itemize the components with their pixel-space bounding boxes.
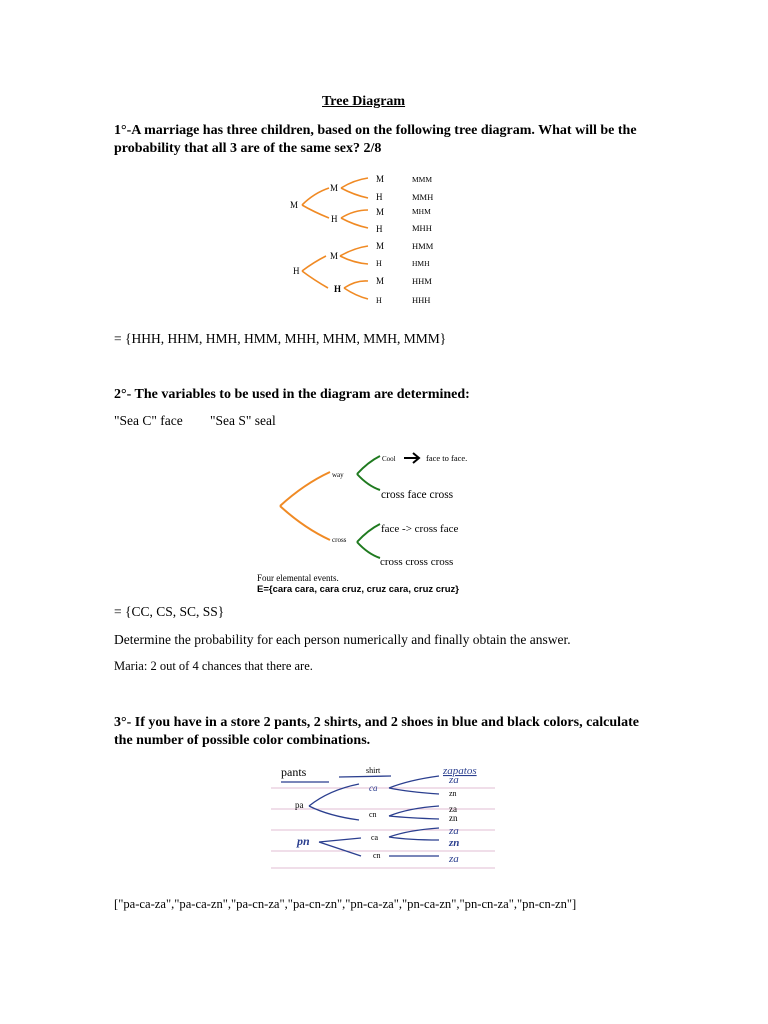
node-l3: H <box>376 224 383 234</box>
node-za: za <box>449 774 459 786</box>
branch <box>341 178 368 188</box>
sample-space-1: = {HHH, HHM, HMH, HMM, MHH, MHM, MMH, MMM} <box>114 331 447 346</box>
branch <box>341 210 368 218</box>
header-pants: pants <box>281 765 307 779</box>
instruction-line: Determine the probability for each person numerically and finally obtain the answer. <box>114 632 571 647</box>
node-l3: M <box>376 207 385 217</box>
node-ca: ca <box>369 783 378 793</box>
branch <box>341 218 368 228</box>
tree-diagram-clothes <box>271 758 495 876</box>
events-set: E={cara cara, cara cruz, cruz cara, cruz cruz} <box>257 584 459 595</box>
branch <box>302 188 329 205</box>
node-root-m: M <box>290 200 299 210</box>
branch <box>280 472 330 506</box>
branch <box>357 542 380 558</box>
branch <box>340 256 368 264</box>
node-l2: H <box>334 284 342 294</box>
answer-line: Maria: 2 out of 4 chances that there are. <box>114 659 313 673</box>
node-ca: ca <box>371 833 379 842</box>
branch <box>341 188 368 198</box>
page-title: Tree Diagram <box>322 94 406 109</box>
node-l3: M <box>376 276 385 286</box>
header-shirt: shirt <box>366 766 381 775</box>
variable-c-label: "Sea C" face <box>114 413 183 428</box>
outcome-label: HMM <box>412 241 434 251</box>
outcome-label: MHM <box>412 207 431 216</box>
node-root-h: H <box>293 266 300 276</box>
header-shoes: zapatos <box>443 765 477 777</box>
node-za: za <box>449 804 457 814</box>
node-l3: H <box>376 192 383 202</box>
outcome-label: MMM <box>412 175 433 184</box>
branch <box>357 456 380 474</box>
leaf-label: face -> cross face <box>381 523 459 535</box>
branch <box>357 524 380 542</box>
branch <box>280 506 330 540</box>
combinations-result: ["pa-ca-za","pa-ca-zn","pa-cn-za","pa-cn-zn","pn-ca-za","pn-ca-zn","pn-cn-za","pn-cn-zn"] <box>114 897 577 911</box>
node-za: za <box>449 853 459 865</box>
outcome-label: MMH <box>412 192 434 202</box>
question-3: 3°- If you have in a store 2 pants, 2 shirts, and 2 shoes in blue and black colors, calculate the number of possible color combinations. <box>114 715 639 748</box>
caption: Four elemental events. <box>257 573 339 583</box>
node-l3: H <box>376 259 382 268</box>
node-l2: M <box>330 251 339 261</box>
node-l3: M <box>376 241 385 251</box>
variable-s-label: "Sea S" seal <box>210 413 276 428</box>
leaf-label: cross cross cross <box>380 556 454 568</box>
branch <box>344 288 368 299</box>
branch-label-bottom: cross <box>332 536 347 544</box>
node-cn: cn <box>373 851 381 860</box>
branch <box>302 256 326 271</box>
node-l2: M <box>330 183 339 193</box>
outcome-label: HMH <box>412 259 430 268</box>
leaf-label: Cool <box>382 455 396 463</box>
node-zn: zn <box>449 789 457 798</box>
node-pa: pa <box>295 800 304 810</box>
node-l3: H <box>376 296 382 305</box>
branch <box>302 271 328 288</box>
node-cn: cn <box>369 810 377 819</box>
node-l3: M <box>376 174 385 184</box>
branch <box>302 205 329 218</box>
sample-space-2: = {CC, CS, SC, SS} <box>114 604 225 619</box>
node-zn: zn <box>449 837 460 849</box>
branch <box>340 246 368 256</box>
outcome-label: HHM <box>412 276 432 286</box>
leaf-label: face to face. <box>426 453 468 463</box>
question-2: 2°- The variables to be used in the diagram are determined: <box>114 387 470 402</box>
node-zn: zn <box>449 813 458 823</box>
branch-label-top: way <box>332 471 344 479</box>
question-1: 1°-A marriage has three children, based on the following tree diagram. What will be the probability that all 3 are of the same sex? 2/8 <box>114 123 637 156</box>
tree-diagram-coin <box>254 444 504 598</box>
node-pn: pn <box>297 834 310 848</box>
tree-diagram-sexes <box>280 168 460 310</box>
leaf-label: cross face cross <box>381 489 454 501</box>
branch <box>357 474 380 490</box>
node-l2: H <box>331 214 338 224</box>
node-za: za <box>449 825 459 837</box>
outcome-label: HHH <box>412 295 431 305</box>
branch <box>344 281 368 288</box>
arrow-right-icon <box>404 453 419 463</box>
outcome-label: MHH <box>412 223 432 233</box>
